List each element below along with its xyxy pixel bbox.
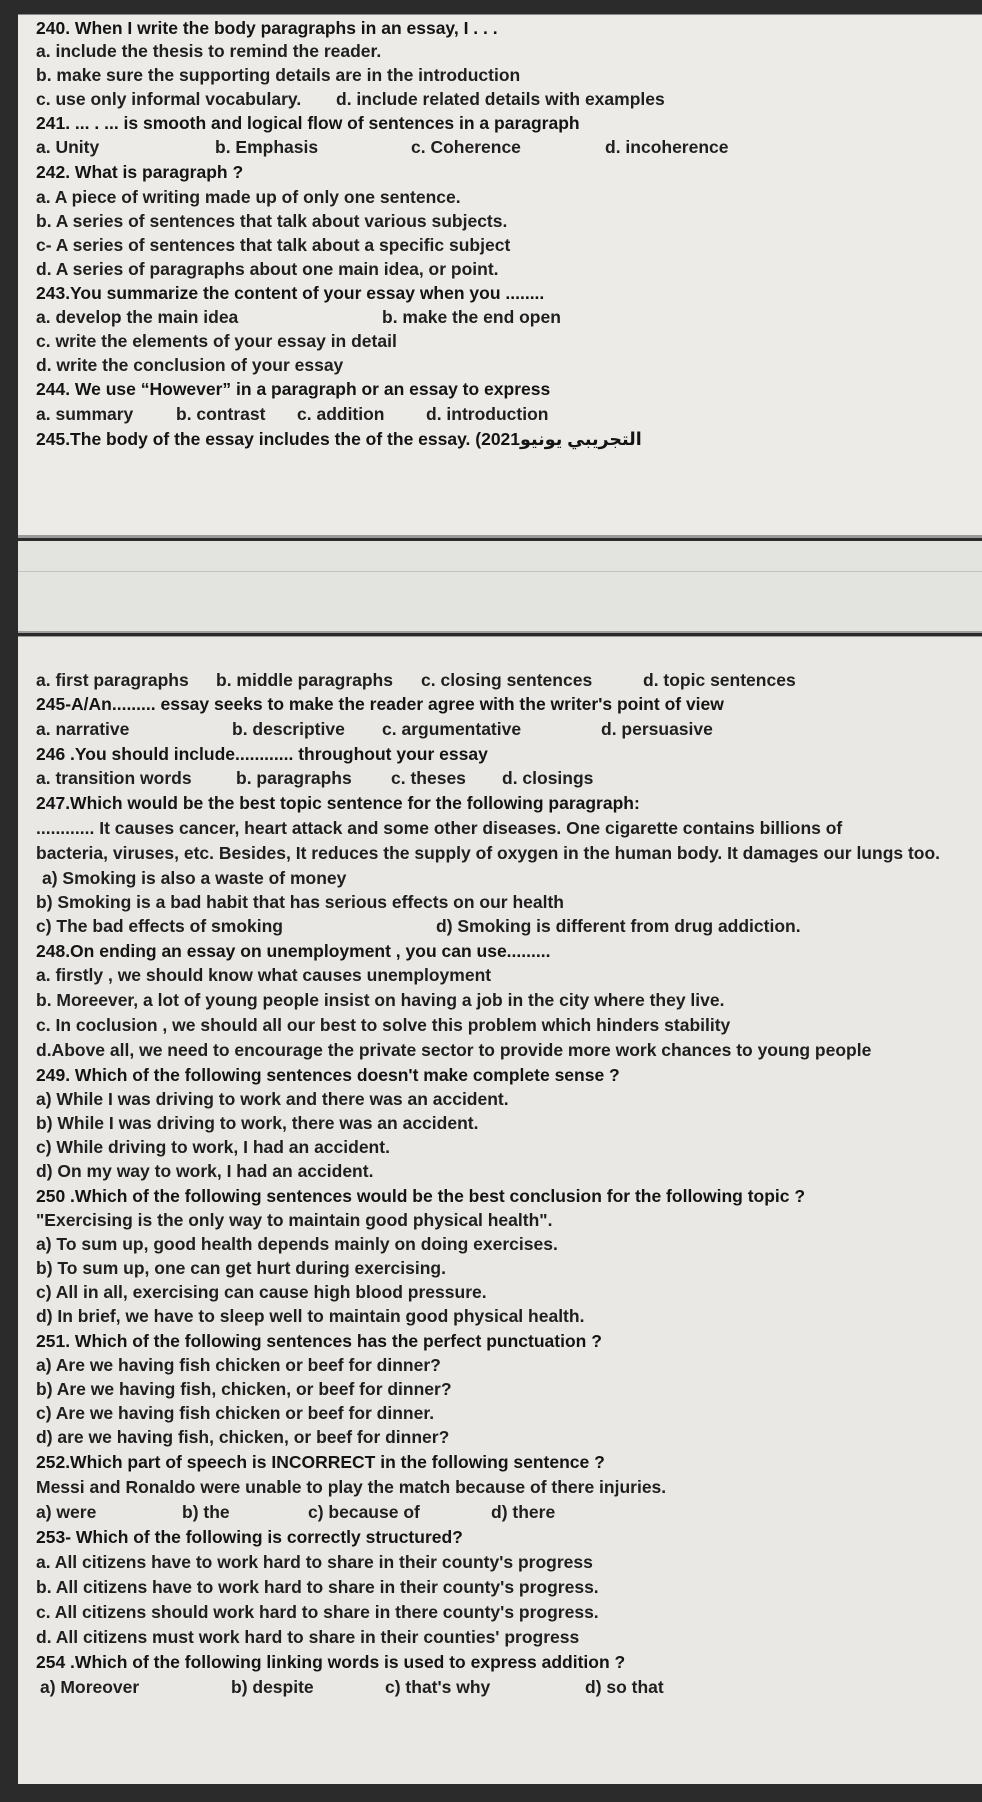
question-243: 243.You summarize the content of your essay when you ........: [36, 283, 545, 303]
worksheet-page-bottom: [18, 636, 982, 1784]
option-243-b: b. make the end open: [382, 307, 561, 327]
question-240: 240. When I write the body paragraphs in an essay, I . . .: [36, 18, 498, 38]
option-253-a: a. All citizens have to work hard to share in their county's progress: [36, 1552, 593, 1572]
option-251-a: a) Are we having fish chicken or beef for dinner?: [36, 1355, 441, 1375]
option-248-b: b. Moreever, a lot of young people insist on having a job in the city where they live.: [36, 990, 725, 1010]
option-250-a: a) To sum up, good health depends mainly on doing exercises.: [36, 1234, 558, 1254]
option-240-c: c. use only informal vocabulary.: [36, 89, 302, 109]
option-249-b: b) While I was driving to work, there was an accident.: [36, 1113, 479, 1133]
option-245-d: d. topic sentences: [643, 670, 796, 690]
question-245b: 245-A/An......... essay seeks to make the reader agree with the writer's point of view: [36, 694, 724, 714]
option-241-a: a. Unity: [36, 137, 100, 157]
option-246-a: a. transition words: [36, 768, 192, 788]
option-246-b: b. paragraphs: [236, 768, 352, 788]
option-245b-d: d. persuasive: [601, 719, 713, 739]
option-248-d: d.Above all, we need to encourage the private sector to provide more work chances to young people: [36, 1040, 872, 1060]
option-242-c: c- A series of sentences that talk about a specific subject: [36, 235, 511, 255]
option-246-d: d. closings: [502, 768, 594, 788]
option-241-b: b. Emphasis: [215, 137, 319, 157]
option-240-a: a. include the thesis to remind the reader.: [36, 41, 382, 61]
option-242-b: b. A series of sentences that talk about various subjects.: [36, 211, 508, 231]
option-240-b: b. make sure the supporting details are in the introduction: [36, 65, 521, 85]
option-247-c: c) The bad effects of smoking: [36, 916, 283, 936]
question-244: 244. We use “However” in a paragraph or an essay to express: [36, 379, 551, 399]
option-245-b: b. middle paragraphs: [216, 670, 393, 690]
gap-divider: [18, 571, 982, 572]
option-245b-c: c. argumentative: [382, 719, 522, 739]
question-250: 250 .Which of the following sentences would be the best conclusion for the following topic ?: [36, 1186, 806, 1206]
option-254-a: a) Moreover: [40, 1677, 140, 1697]
option-242-d: d. A series of paragraphs about one main idea, or point.: [36, 259, 499, 279]
option-249-a: a) While I was driving to work and there was an accident.: [36, 1089, 509, 1109]
option-249-d: d) On my way to work, I had an accident.: [36, 1161, 374, 1181]
option-253-d: d. All citizens must work hard to share in their counties' progress: [36, 1627, 580, 1647]
option-253-b: b. All citizens have to work hard to share in their county's progress.: [36, 1577, 599, 1597]
question-253: 253- Which of the following is correctly structured?: [36, 1527, 463, 1547]
option-243-c: c. write the elements of your essay in detail: [36, 331, 397, 351]
passage-247-line-1: ............ It causes cancer, heart attack and some other diseases. One cigarette contains billions of: [36, 818, 843, 838]
option-245-c: c. closing sentences: [421, 670, 593, 690]
question-246: 246 .You should include............ throughout your essay: [36, 744, 488, 764]
option-254-c: c) that's why: [385, 1677, 491, 1697]
option-244-a: a. summary: [36, 404, 134, 424]
question-241: 241. ... . ... is smooth and logical flow of sentences in a paragraph: [36, 113, 580, 133]
topic-250: "Exercising is the only way to maintain good physical health".: [36, 1210, 553, 1230]
option-241-d: d. incoherence: [605, 137, 729, 157]
option-254-b: b) despite: [231, 1677, 314, 1697]
option-244-b: b. contrast: [176, 404, 266, 424]
option-243-a: a. develop the main idea: [36, 307, 239, 327]
question-251: 251. Which of the following sentences has the perfect punctuation ?: [36, 1331, 602, 1351]
option-251-b: b) Are we having fish, chicken, or beef for dinner?: [36, 1379, 452, 1399]
page-gap: [18, 541, 982, 633]
option-246-c: c. theses: [391, 768, 466, 788]
question-242: 242. What is paragraph ?: [36, 162, 244, 182]
option-252-c: c) because of: [308, 1502, 420, 1522]
option-240-d: d. include related details with examples: [336, 89, 665, 109]
option-252-b: b) the: [182, 1502, 230, 1522]
option-244-c: c. addition: [297, 404, 385, 424]
passage-247-line-2: bacteria, viruses, etc. Besides, It reduces the supply of oxygen in the human body. It damages our lungs too.: [36, 843, 941, 863]
worksheet-page-top: [18, 14, 982, 538]
option-254-d: d) so that: [585, 1677, 664, 1697]
option-242-a: a. A piece of writing made up of only one sentence.: [36, 187, 461, 207]
option-251-d: d) are we having fish, chicken, or beef for dinner?: [36, 1427, 450, 1447]
option-253-c: c. All citizens should work hard to share in there county's progress.: [36, 1602, 599, 1622]
option-244-d: d. introduction: [426, 404, 549, 424]
question-252: 252.Which part of speech is INCORRECT in the following sentence ?: [36, 1452, 605, 1472]
question-248: 248.On ending an essay on unemployment , you can use.........: [36, 941, 551, 961]
option-247-b: b) Smoking is a bad habit that has serious effects on our health: [36, 892, 564, 912]
option-249-c: c) While driving to work, I had an accident.: [36, 1137, 390, 1157]
option-245b-b: b. descriptive: [232, 719, 345, 739]
option-241-c: c. Coherence: [411, 137, 521, 157]
option-250-c: c) All in all, exercising can cause high blood pressure.: [36, 1282, 487, 1302]
option-251-c: c) Are we having fish chicken or beef for dinner.: [36, 1403, 435, 1423]
question-247: 247.Which would be the best topic sentence for the following paragraph:: [36, 793, 640, 813]
option-245b-a: a. narrative: [36, 719, 130, 739]
question-249: 249. Which of the following sentences doesn't make complete sense ?: [36, 1065, 620, 1085]
option-245-a: a. first paragraphs: [36, 670, 189, 690]
option-252-a: a) were: [36, 1502, 97, 1522]
question-254: 254 .Which of the following linking words is used to express addition ?: [36, 1652, 626, 1672]
option-247-a: a) Smoking is also a waste of money: [42, 868, 347, 888]
question-245-stem: 245.The body of the essay includes the of the essay. (2021التجريبي يونيو: [36, 429, 642, 449]
option-250-b: b) To sum up, one can get hurt during exercising.: [36, 1258, 446, 1278]
option-243-d: d. write the conclusion of your essay: [36, 355, 344, 375]
sentence-252: Messi and Ronaldo were unable to play the match because of there injuries.: [36, 1477, 667, 1497]
option-247-d: d) Smoking is different from drug addiction.: [436, 916, 801, 936]
option-248-c: c. In coclusion , we should all our best to solve this problem which hinders stability: [36, 1015, 731, 1035]
option-252-d: d) there: [491, 1502, 556, 1522]
option-248-a: a. firstly , we should know what causes unemployment: [36, 965, 492, 985]
option-250-d: d) In brief, we have to sleep well to maintain good physical health.: [36, 1306, 585, 1326]
